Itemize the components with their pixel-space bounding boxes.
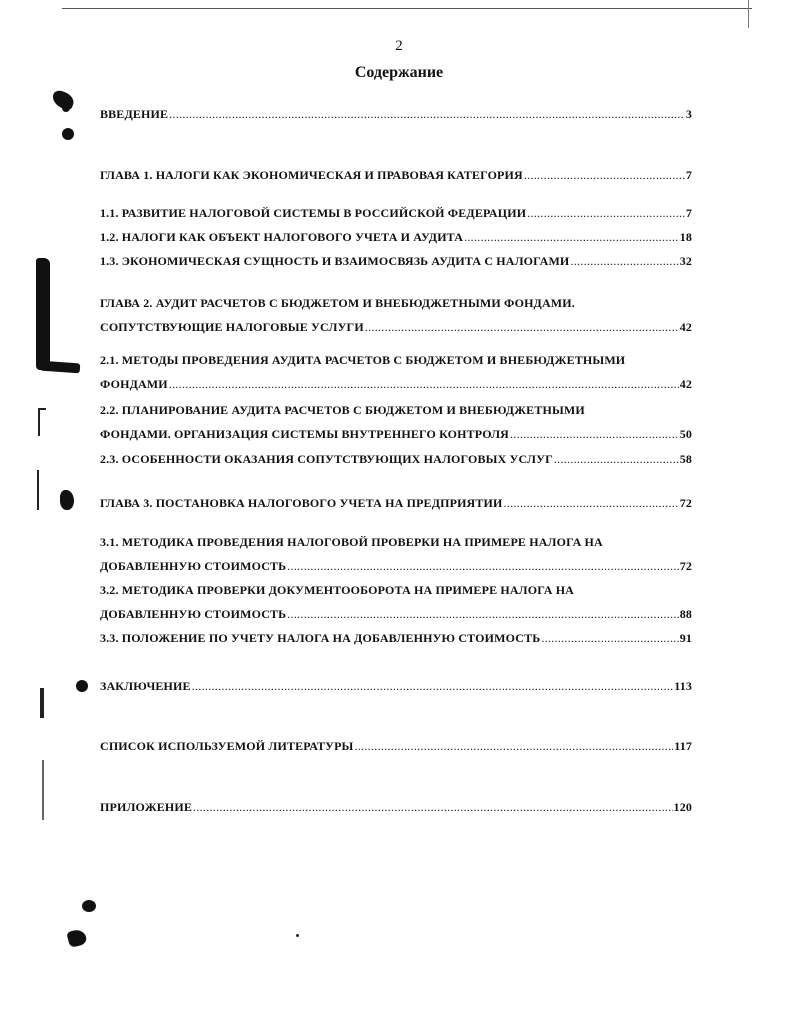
toc-entry-title-line-1: ГЛАВА 2. АУДИТ РАСЧЕТОВ С БЮДЖЕТОМ И ВНЕБЮДЖЕТНЫМИ ФОНДАМИ.	[100, 296, 575, 310]
toc-entry-section-2-2[interactable]	[100, 398, 692, 446]
top-border-line	[62, 8, 752, 9]
toc-entry-title: ПРИЛОЖЕНИЕ	[100, 800, 193, 814]
toc-entry-chapter-1[interactable]	[100, 163, 692, 187]
toc-entry-chapter-3[interactable]	[100, 491, 692, 515]
dot-leader	[554, 447, 679, 471]
dot-leader	[193, 795, 673, 819]
toc-entry-title-line-1: 3.1. МЕТОДИКА ПРОВЕДЕНИЯ НАЛОГОВОЙ ПРОВЕРКИ НА ПРИМЕРЕ НАЛОГА НА	[100, 535, 603, 549]
toc-entry-title-line-1: 2.2. ПЛАНИРОВАНИЕ АУДИТА РАСЧЕТОВ С БЮДЖЕТОМ И ВНЕБЮДЖЕТНЫМИ	[100, 403, 585, 417]
toc-entry-section-1-2[interactable]	[100, 225, 692, 249]
toc-page-number: 50	[679, 427, 692, 441]
dot-leader	[169, 102, 685, 126]
dot-leader	[541, 626, 678, 650]
toc-entry-title: ФОНДАМИ	[100, 377, 168, 391]
toc-entry-section-1-1[interactable]	[100, 201, 692, 225]
dot-leader	[192, 674, 674, 698]
dot-leader	[464, 225, 679, 249]
toc-entry-section-1-3[interactable]	[100, 249, 692, 273]
page-title: Содержание	[354, 64, 444, 81]
scan-mark	[42, 760, 44, 820]
scan-binding-mark	[40, 361, 81, 374]
toc-page-number: 91	[679, 631, 692, 645]
dot-leader	[169, 372, 679, 396]
toc-page-number: 3	[685, 107, 692, 121]
toc-entry-title: СПИСОК ИСПОЛЬЗУЕМОЙ ЛИТЕРАТУРЫ	[100, 739, 354, 753]
dot-leader	[570, 249, 678, 273]
toc-entry-section-2-3[interactable]	[100, 447, 692, 471]
scan-blot	[62, 128, 74, 140]
scan-dot	[296, 934, 299, 937]
toc-page-number: 72	[679, 496, 692, 510]
dot-leader	[287, 602, 678, 626]
toc-entry-chapter-2[interactable]	[100, 291, 692, 339]
toc-entry-title-line-1: 2.1. МЕТОДЫ ПРОВЕДЕНИЯ АУДИТА РАСЧЕТОВ С БЮДЖЕТОМ И ВНЕБЮДЖЕТНЫМИ	[100, 353, 626, 367]
toc-entry-title: ФОНДАМИ. ОРГАНИЗАЦИЯ СИСТЕМЫ ВНУТРЕННЕГО КОНТРОЛЯ	[100, 427, 509, 441]
scan-binding-mark	[36, 258, 50, 370]
scan-mark	[37, 470, 39, 510]
scan-blot	[62, 104, 70, 112]
page-number: 2	[395, 38, 403, 54]
dot-leader	[504, 491, 679, 515]
dot-leader	[527, 201, 685, 225]
corner-border-line	[748, 0, 749, 28]
toc-page-number: 72	[679, 559, 692, 573]
toc-entry-title: ДОБАВЛЕННУЮ СТОИМОСТЬ	[100, 559, 287, 573]
toc-page-number: 88	[679, 607, 692, 621]
dot-leader	[354, 734, 673, 758]
toc-page-number: 32	[679, 254, 692, 268]
dot-leader	[287, 554, 678, 578]
scan-blot	[82, 900, 96, 912]
scan-mark	[38, 408, 46, 410]
toc-entry-title: СОПУТСТВУЮЩИЕ НАЛОГОВЫЕ УСЛУГИ	[100, 320, 364, 334]
toc-entry-introduction[interactable]	[100, 102, 692, 126]
toc-entry-section-3-2[interactable]	[100, 578, 692, 626]
toc-page-number: 42	[679, 320, 692, 334]
toc-entry-title: 1.2. НАЛОГИ КАК ОБЪЕКТ НАЛОГОВОГО УЧЕТА И АУДИТА	[100, 230, 464, 244]
toc-entry-title: ГЛАВА 3. ПОСТАНОВКА НАЛОГОВОГО УЧЕТА НА ПРЕДПРИЯТИИ	[100, 496, 503, 510]
toc-entry-title: ДОБАВЛЕННУЮ СТОИМОСТЬ	[100, 607, 287, 621]
toc-entry-appendix[interactable]	[100, 795, 692, 819]
toc-entry-section-3-1[interactable]	[100, 530, 692, 578]
toc-entry-title: 1.3. ЭКОНОМИЧЕСКАЯ СУЩНОСТЬ И ВЗАИМОСВЯЗЬ АУДИТА С НАЛОГАМИ	[100, 254, 570, 268]
toc-entry-section-3-3[interactable]	[100, 626, 692, 650]
toc-entry-title: 1.1. РАЗВИТИЕ НАЛОГОВОЙ СИСТЕМЫ В РОССИЙСКОЙ ФЕДЕРАЦИИ	[100, 206, 527, 220]
toc-page-number: 7	[685, 206, 692, 220]
toc-entry-title: 3.3. ПОЛОЖЕНИЕ ПО УЧЕТУ НАЛОГА НА ДОБАВЛЕННУЮ СТОИМОСТЬ	[100, 631, 541, 645]
scan-blot	[60, 490, 74, 510]
toc-entry-references[interactable]	[100, 734, 692, 758]
toc-entry-title: 2.3. ОСОБЕННОСТИ ОКАЗАНИЯ СОПУТСТВУЮЩИХ НАЛОГОВЫХ УСЛУГ	[100, 452, 553, 466]
scan-blot	[66, 928, 88, 948]
toc-entry-section-2-1[interactable]	[100, 348, 692, 396]
dot-leader	[365, 315, 679, 339]
toc-page-number: 42	[679, 377, 692, 391]
toc-page-number: 113	[674, 679, 692, 693]
toc-page-number: 7	[685, 168, 692, 182]
scan-mark	[38, 408, 40, 436]
dot-leader	[524, 163, 685, 187]
dot-leader	[510, 422, 679, 446]
scan-blot	[76, 680, 88, 692]
toc-page-number: 58	[679, 452, 692, 466]
toc-entry-title: ВВЕДЕНИЕ	[100, 107, 169, 121]
toc-page-number: 18	[679, 230, 692, 244]
toc-entry-conclusion[interactable]	[100, 674, 692, 698]
scan-mark	[40, 688, 44, 718]
toc-page-number: 120	[673, 800, 692, 814]
toc-page-number: 117	[674, 739, 692, 753]
toc-entry-title-line-1: 3.2. МЕТОДИКА ПРОВЕРКИ ДОКУМЕНТООБОРОТА НА ПРИМЕРЕ НАЛОГА НА	[100, 583, 574, 597]
toc-entry-title: ЗАКЛЮЧЕНИЕ	[100, 679, 191, 693]
toc-entry-title: ГЛАВА 1. НАЛОГИ КАК ЭКОНОМИЧЕСКАЯ И ПРАВОВАЯ КАТЕГОРИЯ	[100, 168, 523, 182]
